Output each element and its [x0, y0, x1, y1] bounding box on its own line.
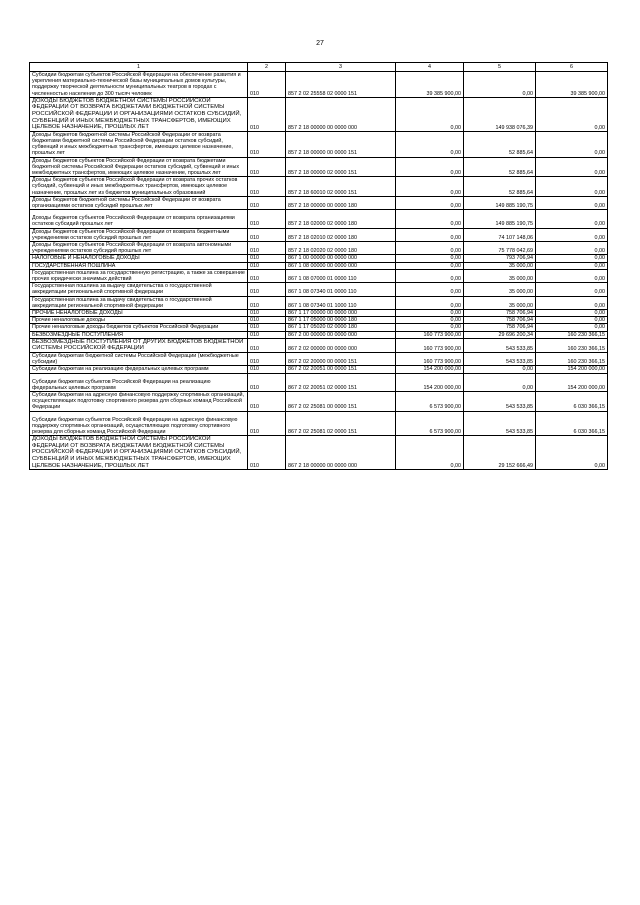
- table-row: [30, 331, 608, 338]
- row-name-cell: Государственная пошлина за государственную регистрацию, а также за совершение прочих юридически значимых действий: [30, 269, 248, 282]
- row-plan-cell: 0,00: [396, 177, 464, 197]
- row-unexecuted-cell: 0,00: [536, 228, 608, 241]
- row-kbk-cell: 867 1 08 07340 01 1000 110: [286, 296, 396, 309]
- row-kbk-cell: 867 1 08 07340 01 0000 110: [286, 283, 396, 296]
- row-kbk-cell: 867 2 02 20051 02 0000 151: [286, 373, 396, 391]
- header-col-4: 4: [396, 63, 464, 72]
- row-executed-cell: 52 885,64: [464, 157, 536, 177]
- header-col-3: 3: [286, 63, 396, 72]
- table-row: [30, 353, 608, 366]
- row-executed-cell: 75 778 042,69: [464, 242, 536, 255]
- row-unexecuted-cell: 160 230 366,15: [536, 353, 608, 366]
- row-unexecuted-cell: 0,00: [536, 269, 608, 282]
- row-code-cell: 010: [248, 242, 286, 255]
- row-code-cell: 010: [248, 283, 286, 296]
- row-unexecuted-cell: 154 200 000,00: [536, 373, 608, 391]
- table-row: [30, 177, 608, 197]
- row-name-cell: Государственная пошлина за выдачу свидетельства о государственной аккредитации региональной спортивной федерации: [30, 296, 248, 309]
- row-unexecuted-cell: 0,00: [536, 296, 608, 309]
- row-code-cell: 010: [248, 72, 286, 98]
- row-executed-cell: 0,00: [464, 72, 536, 98]
- row-unexecuted-cell: 0,00: [536, 283, 608, 296]
- row-code-cell: 010: [248, 436, 286, 470]
- table-row: [30, 373, 608, 391]
- row-plan-cell: 0,00: [396, 196, 464, 209]
- header-col-5: 5: [464, 63, 536, 72]
- header-col-1: 1: [30, 63, 248, 72]
- row-plan-cell: 160 773 900,00: [396, 331, 464, 338]
- row-executed-cell: 149 885 190,75: [464, 196, 536, 209]
- row-name-cell: ДОХОДЫ БЮДЖЕТОВ БЮДЖЕТНОЙ СИСТЕМЫ РОССИЙСКОЙ ФЕДЕРАЦИИ ОТ ВОЗВРАТА БЮДЖЕТАМИ БЮДЖЕТНОЙ СИСТЕМЫ РОССИЙСКОЙ ФЕДЕРАЦИИ И ОРГАНИЗАЦИЯМИ ОСТАТКОВ СУБСИДИЙ, СУБВЕНЦИЙ И ИНЫХ МЕЖБЮДЖЕТНЫХ ТРАНСФЕРТОВ, ИМЕЮЩИХ ЦЕЛЕВОЕ НАЗНАЧЕНИЕ, ПРОШЛЫХ ЛЕТ: [30, 436, 248, 470]
- row-unexecuted-cell: 0,00: [536, 157, 608, 177]
- row-code-cell: 010: [248, 353, 286, 366]
- row-code-cell: 010: [248, 411, 286, 436]
- row-executed-cell: 35 000,00: [464, 269, 536, 282]
- row-executed-cell: 29 696 200,34: [464, 331, 536, 338]
- row-plan-cell: 6 573 900,00: [396, 411, 464, 436]
- row-kbk-cell: 857 2 18 00000 00 0000 000: [286, 97, 396, 131]
- row-plan-cell: 0,00: [396, 436, 464, 470]
- row-unexecuted-cell: 0,00: [536, 324, 608, 331]
- row-kbk-cell: 857 2 18 02000 02 0000 180: [286, 210, 396, 228]
- row-plan-cell: 0,00: [396, 262, 464, 269]
- table-row: [30, 269, 608, 282]
- row-plan-cell: 0,00: [396, 228, 464, 241]
- table-row: [30, 436, 608, 470]
- row-code-cell: 010: [248, 331, 286, 338]
- row-name-cell: Доходы бюджетов субъектов Российской Федерации от возврата автономными учреждениями остатков субсидий прошлых лет: [30, 242, 248, 255]
- row-code-cell: 010: [248, 262, 286, 269]
- row-name-cell: Субсидии бюджетам на адресную финансовую поддержку спортивных организаций, осуществляющих подготовку спортивного резерва для сборных команд Российской Федерации: [30, 392, 248, 412]
- row-unexecuted-cell: 0,00: [536, 196, 608, 209]
- row-name-cell: НАЛОГОВЫЕ И НЕНАЛОГОВЫЕ ДОХОДЫ: [30, 255, 248, 262]
- row-kbk-cell: 867 2 02 20051 00 0000 151: [286, 366, 396, 373]
- row-name-cell: Доходы бюджетов бюджетной системы Российской Федерации от возврата бюджетами бюджетной системы Российской Федерации остатков субсидий, субвенций и иных межбюджетных трансфертов, имеющих целевое назначение, прошлых лет: [30, 131, 248, 157]
- row-executed-cell: 543 533,85: [464, 392, 536, 412]
- row-code-cell: 010: [248, 228, 286, 241]
- row-plan-cell: 0,00: [396, 324, 464, 331]
- row-code-cell: 010: [248, 296, 286, 309]
- row-kbk-cell: 867 1 17 05020 02 0000 180: [286, 324, 396, 331]
- table-row: [30, 255, 608, 262]
- row-unexecuted-cell: 0,00: [536, 97, 608, 131]
- row-code-cell: 010: [248, 196, 286, 209]
- row-plan-cell: 0,00: [396, 283, 464, 296]
- row-executed-cell: 543 533,85: [464, 353, 536, 366]
- row-kbk-cell: 867 1 08 07000 01 0000 110: [286, 269, 396, 282]
- row-name-cell: Доходы бюджетов субъектов Российской Федерации от возврата прочих остатков субсидий, субвенций и иных межбюджетных трансфертов, имеющих целевое назначение, прошлых лет из бюджетов муниципальных образований: [30, 177, 248, 197]
- row-code-cell: 010: [248, 373, 286, 391]
- row-name-cell: Прочие неналоговые доходы бюджетов субъектов Российской Федерации: [30, 324, 248, 331]
- row-executed-cell: 543 533,85: [464, 338, 536, 352]
- row-name-cell: Доходы бюджетов субъектов Российской Федерации от возврата бюджетами бюджетной системы Российской Федерации остатков субсидий, субвенций и иных межбюджетных трансфертов, имеющих целевое назначение, прошлых лет: [30, 157, 248, 177]
- table-row: [30, 157, 608, 177]
- row-executed-cell: 52 885,64: [464, 177, 536, 197]
- row-code-cell: 010: [248, 324, 286, 331]
- row-executed-cell: 35 000,00: [464, 296, 536, 309]
- row-name-cell: Доходы бюджетов субъектов Российской Федерации от возврата бюджетными учреждениями остатков субсидий прошлых лет: [30, 228, 248, 241]
- row-executed-cell: 0,00: [464, 373, 536, 391]
- table-row: [30, 242, 608, 255]
- row-executed-cell: 29 152 666,49: [464, 436, 536, 470]
- row-kbk-cell: 867 1 08 00000 00 0000 000: [286, 262, 396, 269]
- row-name-cell: Субсидии бюджетам субъектов Российской Федерации на обеспечение развития и укрепления материально-технической базы муниципальных домов культуры, поддержку творческой деятельности муниципальных театров в городах с численностью населения до 300 тысяч человек: [30, 72, 248, 98]
- table-row: [30, 131, 608, 157]
- row-unexecuted-cell: 6 030 366,15: [536, 392, 608, 412]
- header-col-2: 2: [248, 63, 286, 72]
- row-name-cell: ГОСУДАРСТВЕННАЯ ПОШЛИНА: [30, 262, 248, 269]
- row-executed-cell: 793 706,94: [464, 255, 536, 262]
- table-row: [30, 283, 608, 296]
- row-code-cell: 010: [248, 269, 286, 282]
- row-kbk-cell: 857 2 18 02020 02 0000 180: [286, 242, 396, 255]
- row-unexecuted-cell: 0,00: [536, 242, 608, 255]
- row-plan-cell: 154 200 000,00: [396, 366, 464, 373]
- row-code-cell: 010: [248, 366, 286, 373]
- row-unexecuted-cell: 0,00: [536, 317, 608, 324]
- row-code-cell: 010: [248, 338, 286, 352]
- table-row: [30, 324, 608, 331]
- row-name-cell: Субсидии бюджетам субъектов Российской Федерации на адресную финансовую поддержку спортивных организаций, осуществляющих подготовку спортивного резерва для сборных команд Российской Федерации: [30, 411, 248, 436]
- row-kbk-cell: 867 2 02 00000 00 0000 000: [286, 338, 396, 352]
- row-plan-cell: 0,00: [396, 157, 464, 177]
- row-kbk-cell: 857 2 18 00000 00 0000 151: [286, 131, 396, 157]
- row-kbk-cell: 857 2 02 25558 02 0000 151: [286, 72, 396, 98]
- row-plan-cell: 39 385 900,00: [396, 72, 464, 98]
- row-executed-cell: 758 706,94: [464, 317, 536, 324]
- row-executed-cell: 74 107 148,06: [464, 228, 536, 241]
- row-plan-cell: 0,00: [396, 317, 464, 324]
- row-name-cell: Доходы бюджетов субъектов Российской Федерации от возврата организациями остатков субсидий прошлых лет: [30, 210, 248, 228]
- row-code-cell: 010: [248, 210, 286, 228]
- row-name-cell: Субсидии бюджетам на реализацию федеральных целевых программ: [30, 366, 248, 373]
- row-unexecuted-cell: 0,00: [536, 210, 608, 228]
- row-unexecuted-cell: 39 385 900,00: [536, 72, 608, 98]
- row-executed-cell: 0,00: [464, 366, 536, 373]
- row-plan-cell: 0,00: [396, 255, 464, 262]
- row-kbk-cell: 867 2 02 20000 00 0000 151: [286, 353, 396, 366]
- table-row: [30, 392, 608, 412]
- row-unexecuted-cell: 160 230 366,15: [536, 331, 608, 338]
- row-unexecuted-cell: 160 230 366,15: [536, 338, 608, 352]
- row-plan-cell: 0,00: [396, 210, 464, 228]
- row-plan-cell: 0,00: [396, 269, 464, 282]
- row-unexecuted-cell: 154 200 000,00: [536, 366, 608, 373]
- row-plan-cell: 0,00: [396, 296, 464, 309]
- row-executed-cell: 758 706,94: [464, 310, 536, 317]
- row-kbk-cell: 867 1 17 05000 00 0000 180: [286, 317, 396, 324]
- table-header-row: [30, 63, 608, 72]
- row-name-cell: Государственная пошлина за выдачу свидетельства о государственной аккредитации региональной спортивной федерации: [30, 283, 248, 296]
- row-code-cell: 010: [248, 310, 286, 317]
- row-unexecuted-cell: 0,00: [536, 262, 608, 269]
- table-row: [30, 262, 608, 269]
- row-kbk-cell: 867 1 00 00000 00 0000 000: [286, 255, 396, 262]
- row-plan-cell: 0,00: [396, 242, 464, 255]
- page-number: 27: [316, 40, 324, 47]
- table-row: [30, 196, 608, 209]
- row-plan-cell: 154 200 000,00: [396, 373, 464, 391]
- row-kbk-cell: 857 2 18 60010 02 0000 151: [286, 177, 396, 197]
- row-name-cell: БЕЗВОЗМЕЗДНЫЕ ПОСТУПЛЕНИЯ ОТ ДРУГИХ БЮДЖЕТОВ БЮДЖЕТНОЙ СИСТЕМЫ РОССИЙСКОЙ ФЕДЕРАЦИИ: [30, 338, 248, 352]
- row-kbk-cell: 867 2 00 00000 00 0000 000: [286, 331, 396, 338]
- table-row: [30, 366, 608, 373]
- row-unexecuted-cell: 0,00: [536, 177, 608, 197]
- row-code-cell: 010: [248, 255, 286, 262]
- table-row: [30, 338, 608, 352]
- table-row: [30, 97, 608, 131]
- row-executed-cell: 52 885,64: [464, 131, 536, 157]
- row-kbk-cell: 857 2 18 00000 00 0000 180: [286, 196, 396, 209]
- row-name-cell: ДОХОДЫ БЮДЖЕТОВ БЮДЖЕТНОЙ СИСТЕМЫ РОССИЙСКОЙ ФЕДЕРАЦИИ ОТ ВОЗВРАТА БЮДЖЕТАМИ БЮДЖЕТНОЙ СИСТЕМЫ РОССИЙСКОЙ ФЕДЕРАЦИИ И ОРГАНИЗАЦИЯМИ ОСТАТКОВ СУБСИДИЙ, СУБВЕНЦИЙ И ИНЫХ МЕЖБЮДЖЕТНЫХ ТРАНСФЕРТОВ, ИМЕЮЩИХ ЦЕЛЕВОЕ НАЗНАЧЕНИЕ, ПРОШЛЫХ ЛЕТ: [30, 97, 248, 131]
- row-code-cell: 010: [248, 392, 286, 412]
- row-name-cell: Прочие неналоговые доходы: [30, 317, 248, 324]
- row-unexecuted-cell: 6 030 366,15: [536, 411, 608, 436]
- row-unexecuted-cell: 0,00: [536, 310, 608, 317]
- row-executed-cell: 35 000,00: [464, 283, 536, 296]
- row-code-cell: 010: [248, 317, 286, 324]
- row-code-cell: 010: [248, 131, 286, 157]
- row-name-cell: ПРОЧИЕ НЕНАЛОГОВЫЕ ДОХОДЫ: [30, 310, 248, 317]
- row-code-cell: 010: [248, 97, 286, 131]
- row-unexecuted-cell: 0,00: [536, 131, 608, 157]
- table-row: [30, 296, 608, 309]
- row-executed-cell: 149 885 190,75: [464, 210, 536, 228]
- row-name-cell: БЕЗВОЗМЕЗДНЫЕ ПОСТУПЛЕНИЯ: [30, 331, 248, 338]
- table-row: [30, 411, 608, 436]
- row-executed-cell: 149 938 076,39: [464, 97, 536, 131]
- budget-table: [29, 62, 608, 470]
- table-row: [30, 228, 608, 241]
- row-plan-cell: 0,00: [396, 310, 464, 317]
- row-plan-cell: 6 573 900,00: [396, 392, 464, 412]
- row-unexecuted-cell: 0,00: [536, 436, 608, 470]
- table-row: [30, 310, 608, 317]
- header-col-6: 6: [536, 63, 608, 72]
- row-kbk-cell: 867 1 17 00000 00 0000 000: [286, 310, 396, 317]
- row-code-cell: 010: [248, 177, 286, 197]
- table-row: [30, 72, 608, 98]
- row-code-cell: 010: [248, 157, 286, 177]
- row-name-cell: Субсидии бюджетам субъектов Российской Федерации на реализацию федеральных целевых программ: [30, 373, 248, 391]
- row-executed-cell: 543 533,85: [464, 411, 536, 436]
- row-plan-cell: 0,00: [396, 97, 464, 131]
- row-kbk-cell: 867 2 02 25081 02 0000 151: [286, 411, 396, 436]
- row-plan-cell: 160 773 900,00: [396, 353, 464, 366]
- row-kbk-cell: 867 2 18 00000 00 0000 000: [286, 436, 396, 470]
- table-row: [30, 210, 608, 228]
- row-plan-cell: 160 773 900,00: [396, 338, 464, 352]
- row-name-cell: Доходы бюджетов бюджетной системы Российской Федерации от возврата организациями остатков субсидий прошлых лет: [30, 196, 248, 209]
- table-body: [30, 72, 608, 470]
- row-name-cell: Субсидии бюджетам бюджетной системы Российской Федерации (межбюджетные субсидии): [30, 353, 248, 366]
- row-executed-cell: 758 706,94: [464, 324, 536, 331]
- row-kbk-cell: 857 2 18 00000 02 0000 151: [286, 157, 396, 177]
- row-executed-cell: 35 000,00: [464, 262, 536, 269]
- row-plan-cell: 0,00: [396, 131, 464, 157]
- table-row: [30, 317, 608, 324]
- row-kbk-cell: 867 2 02 25081 00 0000 151: [286, 392, 396, 412]
- row-unexecuted-cell: 0,00: [536, 255, 608, 262]
- row-kbk-cell: 857 2 18 02010 02 0000 180: [286, 228, 396, 241]
